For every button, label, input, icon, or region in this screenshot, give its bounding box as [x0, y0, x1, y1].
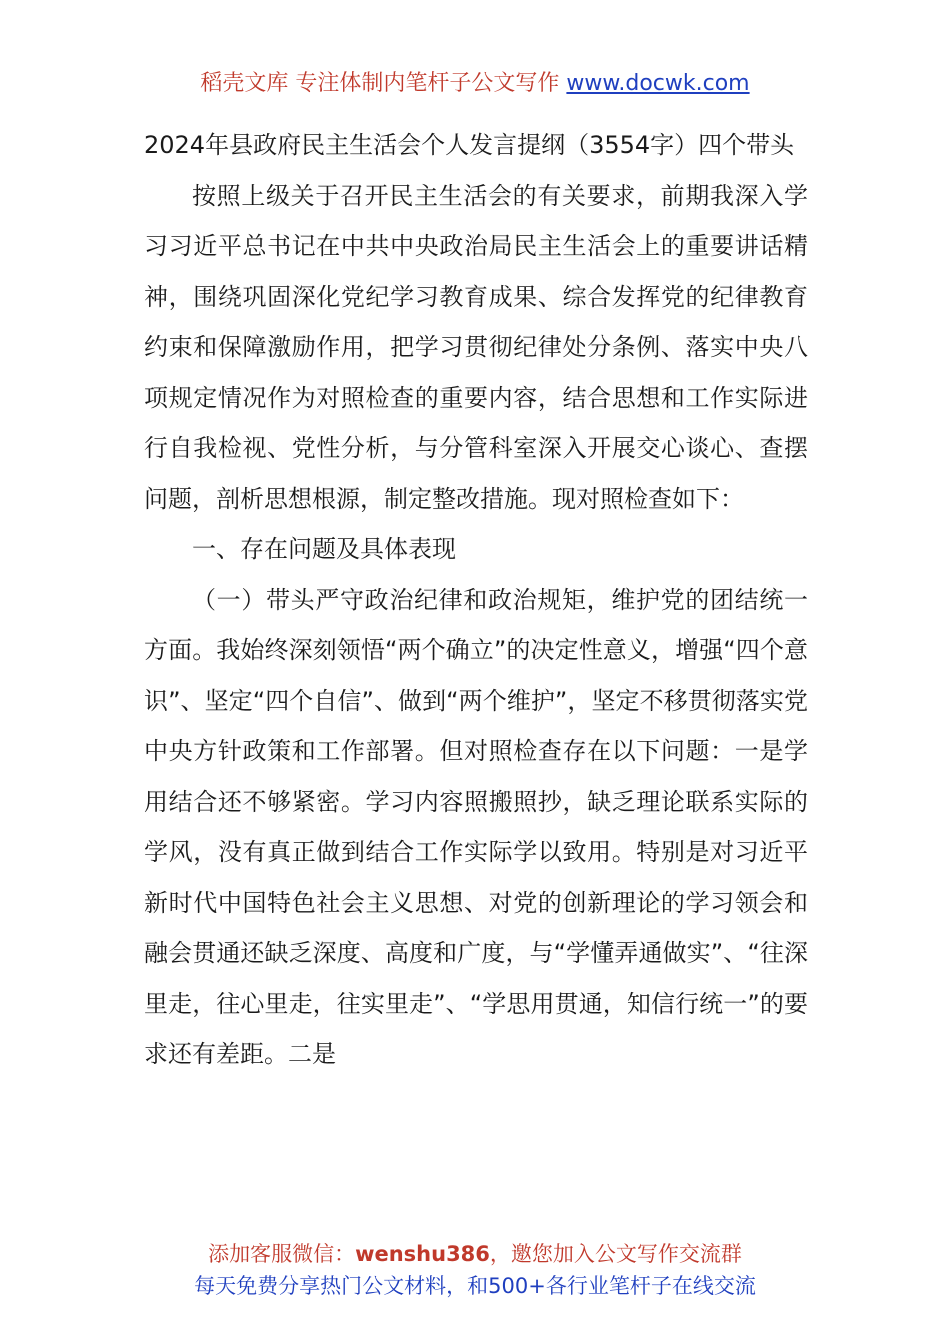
site-link[interactable]: www.docwk.com — [566, 71, 750, 96]
page-footer — [0, 1238, 950, 1302]
header-brand-text: 稻壳文库 专注体制内笔杆子公文写作 — [200, 71, 560, 96]
footer-contact-suffix: ，邀您加入公文写作交流群 — [489, 1242, 742, 1266]
page-header — [0, 68, 950, 100]
footer-wechat-id: wenshu386 — [355, 1242, 490, 1266]
document-body — [144, 120, 808, 1080]
footer-contact-prefix: 添加客服微信： — [208, 1242, 356, 1266]
section-heading: 一、存在问题及具体表现 — [192, 535, 456, 563]
footer-contact-line — [0, 1238, 950, 1270]
document-title: 2024年县政府民主生活会个人发言提纲（3554字）四个带头 — [144, 131, 795, 159]
paragraph-section-1: （一）带头严守政治纪律和政治规矩，维护党的团结统一方面。我始终深刻领悟“两个确立”的决定性意义，增强“四个意识”、坚定“四个自信”、做到“两个维护”，坚定不移贯彻落实党中央方针政策和工作部署。但对照检查存在以下问题：一是学用结合还不够紧密。学习内容照搬照抄，缺乏理论联系实际的学风，没有真正做到结合工作实际学以致用。特别是对习近平新时代中国特色社会主义思想、对党的创新理论的学习领会和融会贯通还缺乏深度、高度和广度，与“学懂弄通做实”、“往深里走，往心里走，往实里走”、“学思用贯通，知信行统一”的要求还有差距。二是 — [144, 585, 808, 1068]
paragraph-intro: 按照上级关于召开民主生活会的有关要求，前期我深入学习习近平总书记在中共中央政治局民主生活会上的重要讲话精神，围绕巩固深化党纪学习教育成果、综合发挥党的纪律教育约束和保障激励作用，把学习贯彻纪律处分条例、落实中央八项规定情况作为对照检查的重要内容，结合思想和工作实际进行自我检视、党性分析，与分管科室深入开展交心谈心、查摆问题，剖析思想根源，制定整改措施。现对照检查如下： — [144, 181, 808, 513]
footer-promo-line: 每天免费分享热门公文材料，和500+各行业笔杆子在线交流 — [194, 1274, 756, 1298]
